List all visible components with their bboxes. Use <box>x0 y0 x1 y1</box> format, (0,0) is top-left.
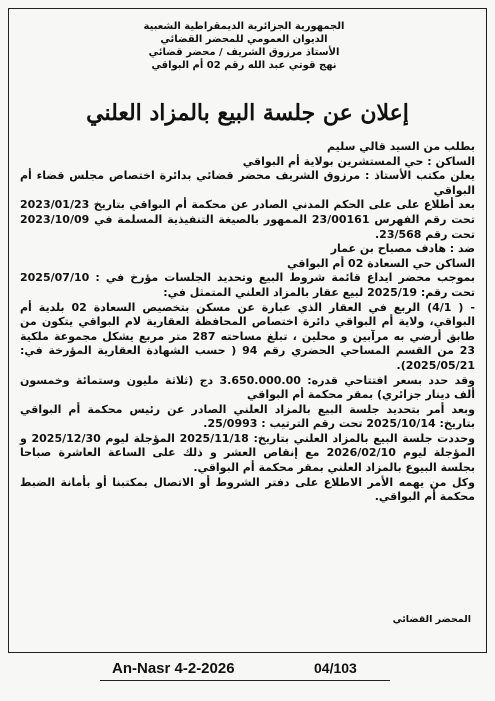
publication-label: An-Nasr 4-2-2026 <box>112 660 235 677</box>
body-paragraph: - ( 4/1) الربع في العقار الذي عبارة عن مسكن بتخصيص السعادة 02 بلدية أم البواقي، ولاية أم البواقي دائرة اختصاص المحافظة العقارية لام البواقي يتكون من طابق أرضي به مرآبين و محلين ، تبلغ مساحته 287 متر مربع يشكل مجموعة ملكية 23 من القسم المساحي الحضري رقم 94 ( حسب الشهادة العقارية المؤرخة في: 2025/05/21). <box>20 300 476 372</box>
body-paragraph: الساكن : حي المستشرين بولاية أم البواقي <box>242 154 475 168</box>
signature: المحضر القضائي <box>392 614 471 625</box>
announcement-body <box>20 140 475 505</box>
body-paragraph: وقد حدد بسعر افتتاحي قدره: 3.650.000.00 دج (ثلاثة مليون وستمائة وخمسون ألف دينار جزائري) بمقر محكمة أم البواقي <box>20 373 475 402</box>
body-paragraph: يعلن مكتب الأستاذ : مرزوق الشريف محضر قضائي بدائرة اختصاص مجلس قضاء أم البواقي <box>20 169 475 197</box>
body-paragraph: ضد : هادف مصباح بن عمار <box>330 242 475 256</box>
body-paragraph: بطلب من السيد قالي سليم <box>327 140 475 153</box>
reference-number: 04/103 <box>314 660 357 676</box>
letterhead-line-3: الأستاذ مرزوق الشريف / محضر قضائي <box>148 47 340 58</box>
body-paragraph: وبعد أمر بتحديد جلسة البيع بالمزاد العلني الصادر عن رئيس محكمة أم البواقي بتاريخ: 2025/10/14 تحت رقم الترتيب : 25/0993. <box>20 402 475 431</box>
letterhead-line-2: الديوان العمومي للمحضر القضائي <box>160 34 328 45</box>
body-paragraph: بعد أطلاع على على الحكم المدني الصادر عن محكمة أم البواقي بتاريخ 2023/01/23 تحت رقم الفهرس 23/00161 الممهور بالصيغة التنفيذية المسلمة في 2023/10/09 تحت رقم 23/568. <box>20 198 475 241</box>
footer-divider <box>100 680 390 681</box>
body-paragraph: وكل من يهمه الأمر الاطلاع على دفتر الشروط أو الاتصال بمكتبنا أو بأمانة الضبط محكمة أم البواقي. <box>20 475 475 504</box>
body-paragraph: الساكن حي السعادة 02 أم البواقي <box>287 256 475 270</box>
letterhead-line-1: الجمهورية الجزائرية الديمقراطية الشعبية <box>143 21 345 32</box>
announcement-title: إعلان عن جلسة البيع بالمزاد العلني <box>86 100 409 126</box>
letterhead <box>109 20 379 72</box>
body-paragraph: بموجب محضر ايداع قائمة شروط البيع وتحديد الجلسات مؤرخ في : 2025/07/10 تحت رقم: 2025/19 لبيع عقار بالمزاد العلني المتمثل في: <box>20 271 475 299</box>
body-paragraph: وحددت جلسة البيع بالمزاد العلني بتاريخ: 2025/11/18 المؤجلة ليوم 2025/12/30 و المؤجلة ليوم 2026/02/10 مع إنقاص العشر و ذلك على الساعة العاشرة صباحا بجلسة البيوع بالمزاد العلني بمقر محكمة أم البواقي. <box>20 431 475 475</box>
letterhead-line-4: نهج قوتي عبد الله رقم 02 أم البواقي <box>151 60 337 71</box>
